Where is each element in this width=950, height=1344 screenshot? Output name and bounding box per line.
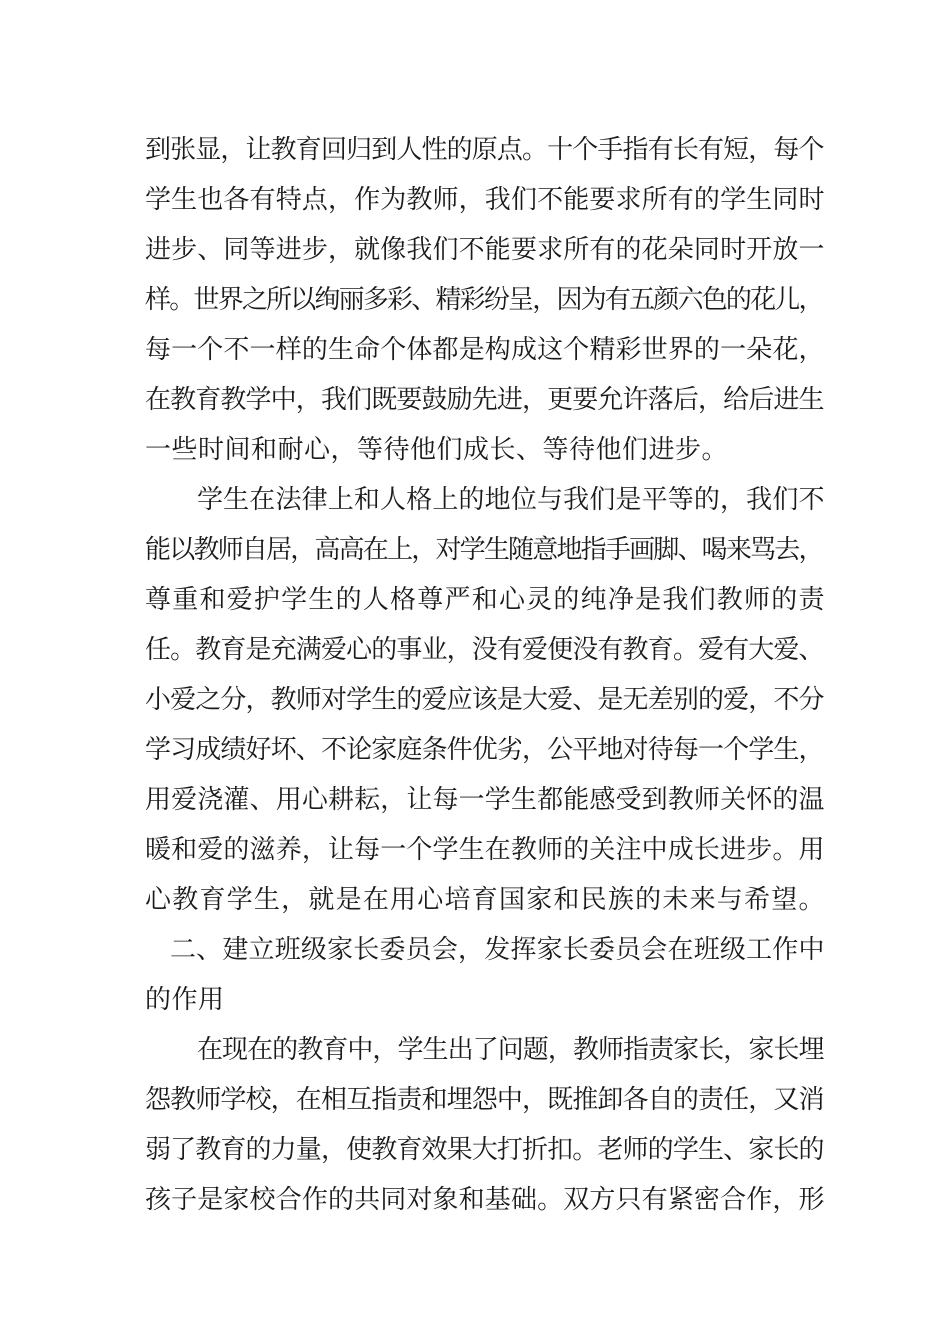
paragraph-line: 样。世界之所以绚丽多彩、精彩纷呈，因为有五颜六色的花儿，	[145, 285, 823, 315]
paragraph-line: 进步、同等进步，就像我们不能要求所有的花朵同时开放一	[145, 235, 825, 265]
paragraph-line: 弱了教育的力量，使教育效果大打折扣。老师的学生、家长的	[145, 1135, 824, 1165]
section-heading: 二、建立班级家长委员会，发挥家长委员会在班级工作中	[170, 935, 825, 965]
paragraph-line: 小爱之分，教师对学生的爱应该是大爱、是无差别的爱，不分	[145, 685, 824, 715]
paragraph-line: 任。教育是充满爱心的事业，没有爱便没有教育。爱有大爱、	[145, 635, 824, 665]
paragraph-line: 每一个不一样的生命个体都是构成这个精彩世界的一朵花，	[145, 335, 825, 365]
paragraph-first-line: 学生在法律上和人格上的地位与我们是平等的，我们不	[197, 485, 825, 515]
paragraph-line: 能以教师自居，高高在上，对学生随意地指手画脚、喝来骂去，	[145, 535, 823, 565]
paragraph-first-line: 在现在的教育中，学生出了问题，教师指责家长，家长埋	[197, 1035, 824, 1065]
paragraph-line: 到张显，让教育回归到人性的原点。十个手指有长有短，每个	[145, 135, 824, 165]
paragraph-line: 怨教师学校，在相互指责和埋怨中，既推卸各自的责任，又消	[145, 1085, 824, 1115]
paragraph-line: 心教育学生，就是在用心培育国家和民族的未来与希望。	[145, 885, 826, 915]
paragraph-line: 尊重和爱护学生的人格尊严和心灵的纯净是我们教师的责	[145, 585, 826, 615]
paragraph-line: 学习成绩好坏、不论家庭条件优劣，公平地对待每一个学生，	[145, 735, 824, 765]
paragraph-line: 孩子是家校合作的共同对象和基础。双方只有紧密合作，形	[145, 1185, 825, 1215]
paragraph-line: 学生也各有特点，作为教师，我们不能要求所有的学生同时	[145, 185, 825, 215]
paragraph-line: 一些时间和耐心，等待他们成长、等待他们进步。	[145, 435, 729, 465]
paragraph-line: 用爱浇灌、用心耕耘，让每一学生都能感受到教师关怀的温	[145, 785, 825, 815]
paragraph-line: 暖和爱的滋养，让每一个学生在教师的关注中成长进步。用	[145, 835, 825, 865]
section-heading-continued: 的作用	[145, 985, 225, 1015]
paragraph-line: 在教育教学中，我们既要鼓励先进，更要允许落后，给后进生	[145, 385, 824, 415]
